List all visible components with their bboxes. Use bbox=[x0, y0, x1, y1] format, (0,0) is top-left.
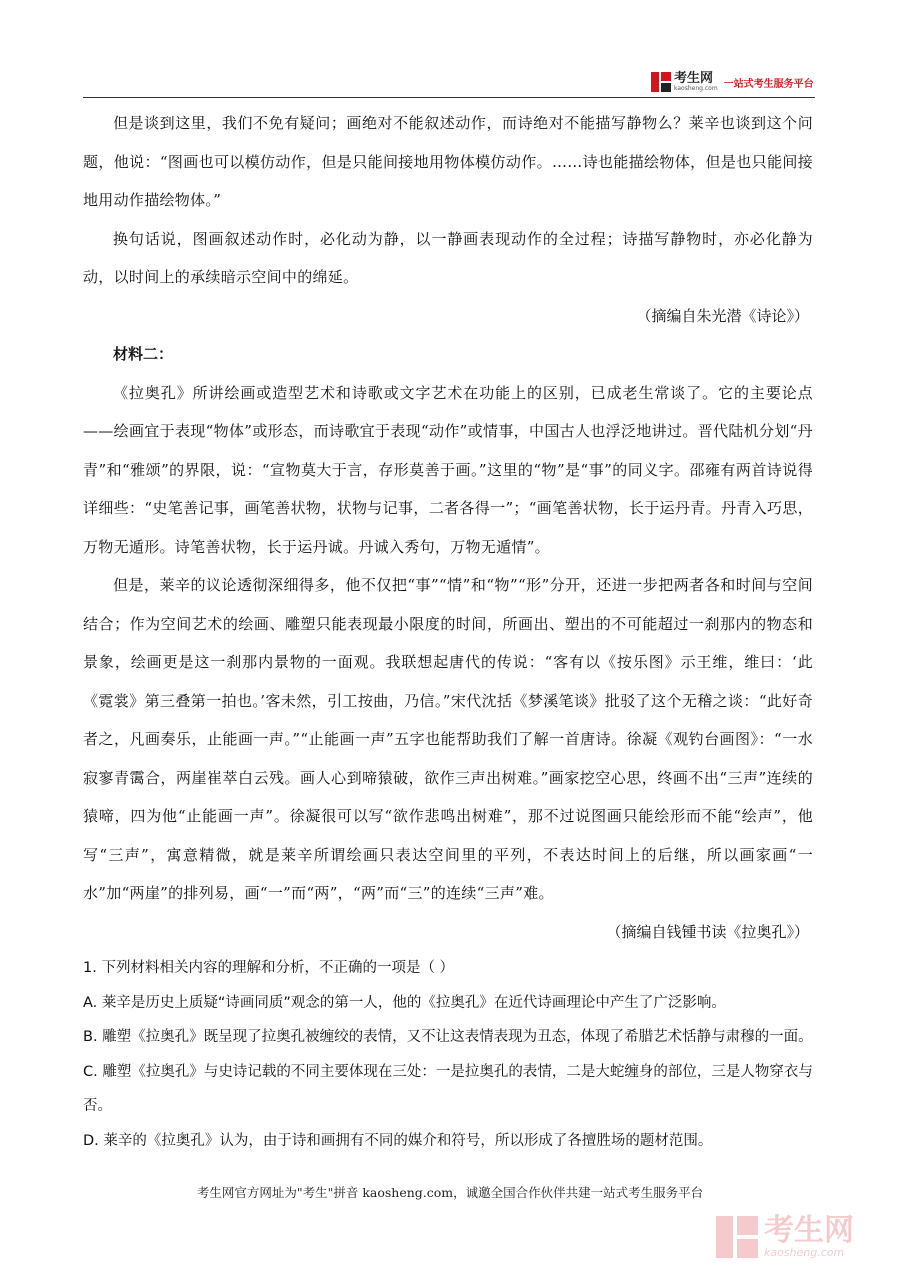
paragraph: 但是，莱辛的议论透彻深细得多，他不仅把“事”“情”和“物”“形”分开，还进一步把两者各和时间与空间结合；作为空间艺术的绘画、雕塑只能表现最小限度的时间，所画出、塑出的不可能超过一刹那内的物态和景象，绘画更是这一刹那内景物的一面观。我联想起唐代的传说：“客有以《按乐图》示王维，维曰：‘此《霓裳》第三叠第一拍也。’客未然，引工按曲，乃信。”宋代沈括《梦溪笔谈》批驳了这个无稽之谈：“此好奇者之，凡画奏乐，止能画一声。”“止能画一声”五字也能帮助我们了解一首唐诗。徐凝《观钓台画图》：“一水寂寥青霭合，两崖崔萃白云残。画人心到啼猿破，欲作三声出树难。”画家挖空心思，终画不出“三声”连续的猿啼，四为他“止能画一声”。徐凝很可以写“欲作悲鸣出树难”，那不过说图画只能绘形而不能“绘声”，他写“三声”，寓意精微，就是莱辛所谓绘画只表达空间里的平列，不表达时间上的后继，所以画家画“一水”加“两崖”的排列易，画“一”而“两”，“两”而“三”的连续“三声”难。 bbox=[83, 576, 813, 902]
paragraph: 但是谈到这里，我们不免有疑问；画绝对不能叙述动作，而诗绝对不能描写静物么？莱辛也谈到这个问题，他说：“图画也可以模仿动作，但是只能间接地用物体模仿动作。……诗也能描绘物体，但是也只能间接地用动作描绘物体。” bbox=[83, 114, 813, 209]
question-stem: 1. 下列材料相关内容的理解和分析，不正确的一项是（ ） bbox=[83, 960, 455, 976]
material-heading: 材料二： bbox=[113, 345, 174, 363]
option-d: D. 莱辛的《拉奥孔》认为，由于诗和画拥有不同的媒介和符号，所以形成了各擅胜场的题材范围。 bbox=[83, 1132, 713, 1149]
watermark-domain: kaosheng.com bbox=[764, 1245, 845, 1259]
option-c: C. 雕塑《拉奥孔》与史诗记载的不同主要体现在三处：一是拉奥孔的表情，二是大蛇缠身的部位，三是人物穿衣与否。 bbox=[83, 1063, 813, 1114]
paragraph: 换句话说，图画叙述动作时，必化动为静，以一静画表现动作的全过程；诗描写静物时，亦必化静为动，以时间上的承续暗示空间中的绵延。 bbox=[83, 229, 813, 286]
source-citation: （摘编自钱锺书读《拉奥孔》） bbox=[606, 922, 809, 941]
watermark-name: 考生网 bbox=[764, 1212, 854, 1248]
option-a: A. 莱辛是历史上质疑“诗画同质”观念的第一人，他的《拉奥孔》在近代诗画理论中产生了广泛影响。 bbox=[83, 994, 726, 1011]
paragraph: 《拉奥孔》所讲绘画或造型艺术和诗歌或文字艺术在功能上的区别，已成老生常谈了。它的主要论点——绘画宜于表现“物体”或形态，而诗歌宜于表现“动作”或情事，中国古人也浮泛地讲过。晋代陆机分划“丹青”和“雅颂”的界限，说：“宣物莫大于言，存形莫善于画。”这里的“物”是“事”的同义字。邵雍有两首诗说得详细些：“史笔善记事，画笔善状物，状物与记事，二者各得一”；“画笔善状物，长于运丹青。丹青入巧思，万物无遁形。诗笔善状物，长于运丹诚。丹诚入秀句，万物无遁情”。 bbox=[83, 383, 813, 556]
brand-name: 考生网 bbox=[674, 71, 714, 86]
watermark bbox=[716, 1212, 886, 1262]
page-footer: 考生网官方网址为"考生"拼音 kaosheng.com，诚邀全国合作伙伴共建一站式考生服务平台 bbox=[196, 1185, 704, 1200]
source-citation: （摘编自朱光潜《诗论》） bbox=[636, 306, 809, 325]
option-b: B. 雕塑《拉奥孔》既呈现了拉奥孔被缠绞的表情，又不让这表情表现为丑态，体现了希腊艺术恬静与肃穆的一面。 bbox=[83, 1029, 813, 1045]
header-divider bbox=[83, 97, 815, 98]
brand-domain: kaosheng.com bbox=[674, 85, 718, 92]
watermark-logo-icon bbox=[716, 1216, 758, 1258]
kaosheng-logo-icon bbox=[651, 72, 671, 92]
header-logo bbox=[651, 70, 814, 94]
brand-slogan: 一站式考生服务平台 bbox=[723, 78, 814, 90]
document-body bbox=[83, 104, 813, 1158]
